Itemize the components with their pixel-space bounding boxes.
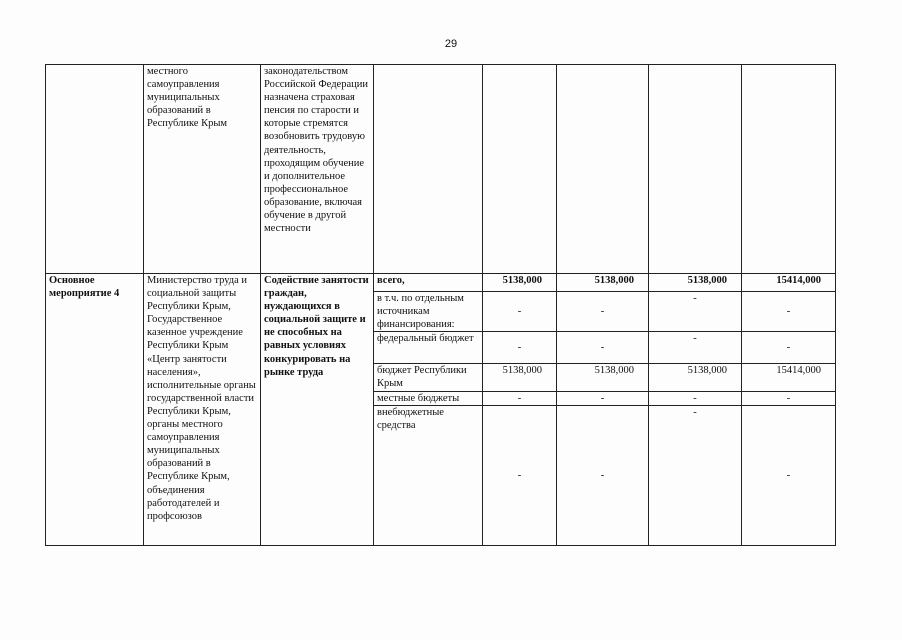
total-cell-empty	[742, 65, 836, 274]
value-year-2: -	[557, 332, 649, 364]
activity-goal: Содействие занятости граждан, нуждающихся в социальной защите и не способных на равных условиях конкурировать на рынке труда	[261, 274, 374, 546]
funding-source: в т.ч. по отдельным источникам финансирования:	[374, 292, 483, 332]
funding-source: внебюджетные средства	[374, 406, 483, 546]
value-year-3: -	[649, 292, 742, 332]
funding-table	[45, 64, 836, 546]
value-year-3: 5138,000	[649, 274, 742, 292]
value-year-2: 5138,000	[557, 274, 649, 292]
value-total: 15414,000	[742, 364, 836, 392]
source-cell-empty	[374, 65, 483, 274]
value-cell-empty	[483, 65, 557, 274]
value-total: -	[742, 406, 836, 546]
value-year-1: -	[483, 406, 557, 546]
value-cell-empty	[649, 65, 742, 274]
continuation-row	[46, 65, 836, 274]
value-year-2: -	[557, 392, 649, 406]
executor-cell: местного самоуправления муниципальных образований в Республике Крым	[144, 65, 261, 274]
funding-source: всего,	[374, 274, 483, 292]
value-total: -	[742, 292, 836, 332]
activity-name: Основное мероприятие 4	[46, 274, 144, 546]
value-year-3: -	[649, 392, 742, 406]
value-year-3: -	[649, 332, 742, 364]
value-total: -	[742, 332, 836, 364]
activity-executor: Министерство труда и социальной защиты Республики Крым, Государственное казенное учреждение Республики Крым «Центр занятости населения», исполнительные органы государственной власти Республики Крым, органы местного самоуправления муниципальных образований в Республике Крым, объединения работодателей и профсоюзов	[144, 274, 261, 546]
value-year-2: -	[557, 292, 649, 332]
value-cell-empty	[557, 65, 649, 274]
activity-name-cell-empty	[46, 65, 144, 274]
value-year-1: -	[483, 332, 557, 364]
value-year-1: -	[483, 392, 557, 406]
page-number: 29	[444, 38, 458, 50]
funding-source: федеральный бюджет	[374, 332, 483, 364]
funding-row-total	[46, 274, 836, 292]
value-total: 15414,000	[742, 274, 836, 292]
value-year-3: -	[649, 406, 742, 546]
value-year-3: 5138,000	[649, 364, 742, 392]
value-year-1: 5138,000	[483, 364, 557, 392]
value-year-1: 5138,000	[483, 274, 557, 292]
value-year-2: 5138,000	[557, 364, 649, 392]
value-year-1: -	[483, 292, 557, 332]
funding-source: местные бюджеты	[374, 392, 483, 406]
goal-cell: законодательством Российской Федерации назначена страховая пенсия по старости и которые стремятся возобновить трудовую деятельность, проходящим обучение и дополнительное профессиональное образование, включая обучение в другой местности	[261, 65, 374, 274]
value-year-2: -	[557, 406, 649, 546]
funding-source: бюджет Республики Крым	[374, 364, 483, 392]
value-total: -	[742, 392, 836, 406]
